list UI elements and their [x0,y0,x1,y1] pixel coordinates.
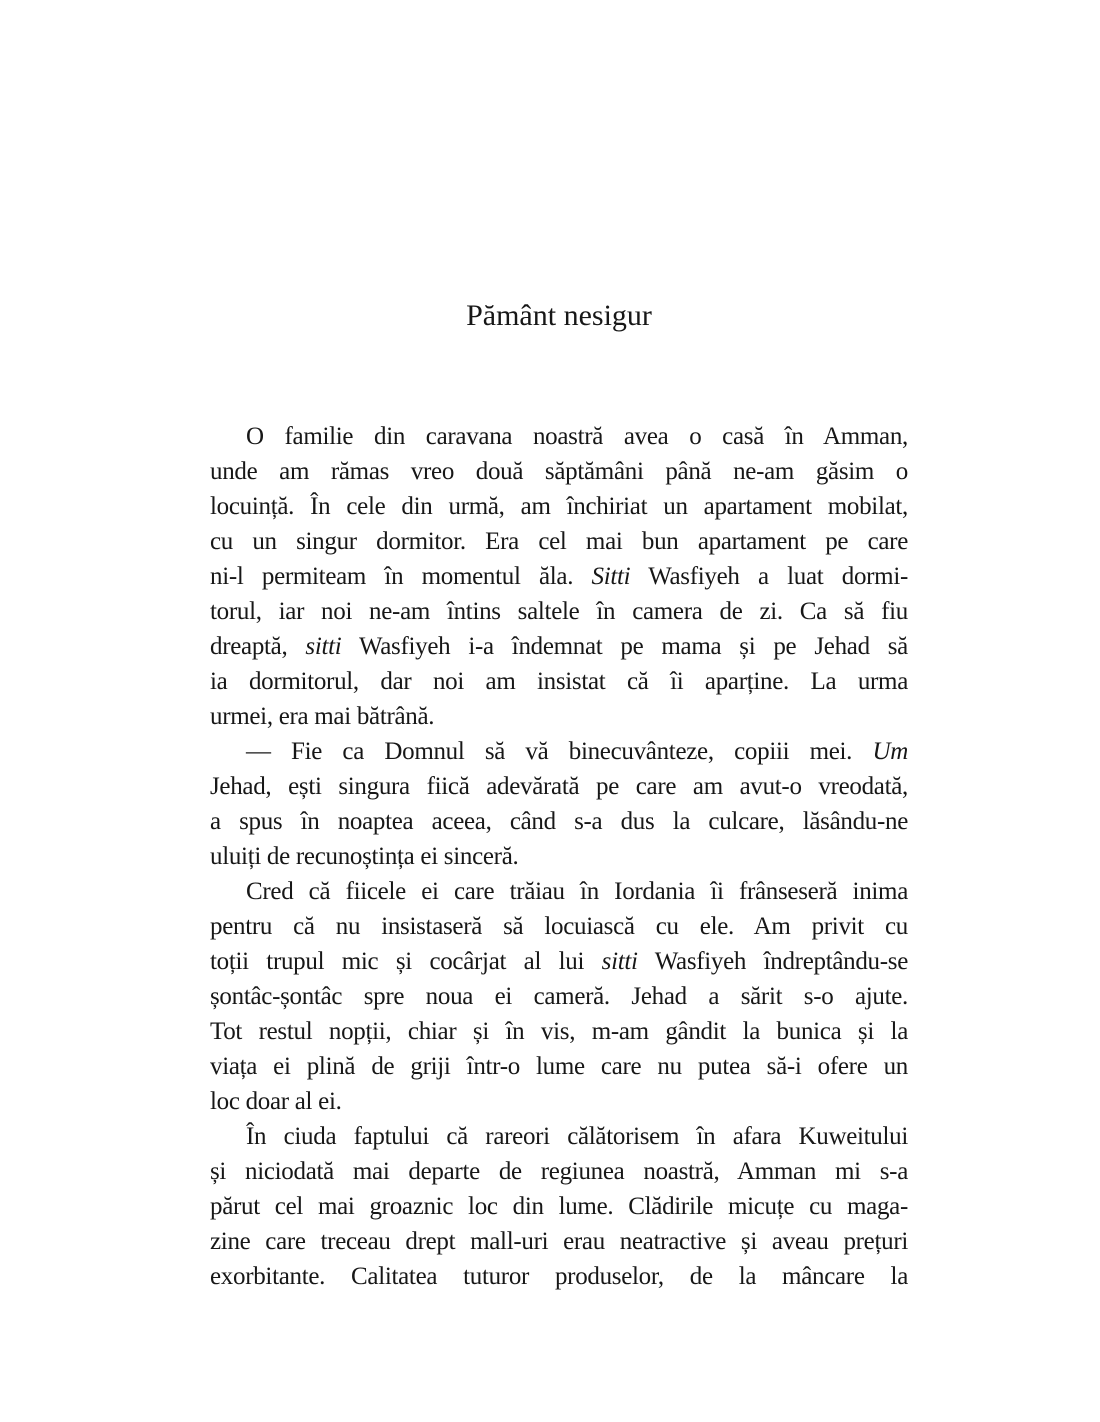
text-line [210,699,908,734]
text-run: urmei, era mai bătrână. [210,703,435,730]
text-run: Wasfiyeh îndreptându-se [637,948,908,975]
text-line [210,559,908,594]
text-run: ia dormitorul, dar noi am insistat că îi aparține. La urma [210,668,908,695]
italic-text-run: Sitti [591,563,631,590]
text-run: părut cel mai groaznic loc din lume. Clădirile micuțe cu maga- [210,1193,908,1220]
text-run: ni-l permiteam în momentul ăla. [210,563,592,590]
text-line [210,664,908,699]
text-line [210,489,908,524]
paragraph [210,734,908,874]
text-line [210,594,908,629]
text-line [210,1224,908,1259]
text-run: Wasfiyeh a luat dormi- [630,563,908,590]
text-line [210,419,908,454]
text-run: Tot restul nopții, chiar și în vis, m-am gândit la bunica și la [210,1018,908,1045]
text-line [210,874,908,909]
text-line [210,734,908,769]
text-run: toții trupul mic și cocârjat al lui [210,948,602,975]
text-line [210,804,908,839]
text-line [210,979,908,1014]
text-run: și niciodată mai departe de regiunea noastră, Amman mi s-a [210,1158,908,1185]
text-run: O familie din caravana noastră avea o casă în Amman, [246,423,908,450]
text-run: zine care treceau drept mall-uri erau neatractive și aveau prețuri [210,1228,908,1255]
text-line [210,909,908,944]
text-run: Jehad, ești singura fiică adevărată pe care am avut-o vreodată, [210,773,908,800]
text-line [210,1084,908,1119]
text-run: viața ei plină de griji într-o lume care nu putea să-i ofere un [210,1053,908,1080]
text-run: — Fie ca Domnul să vă binecuvânteze, copiii mei. [246,738,873,765]
text-line [210,1189,908,1224]
italic-text-run: Um [872,738,908,765]
text-line [210,839,908,874]
text-run: torul, iar noi ne-am întins saltele în camera de zi. Ca să fiu [210,598,908,625]
text-run: a spus în noaptea aceea, când s-a dus la culcare, lăsându-ne [210,808,908,835]
text-run: exorbitante. Calitatea tuturor produselor, de la mâncare la [210,1263,908,1290]
paragraph [210,419,908,734]
text-run: Wasfiyeh i-a îndemnat pe mama și pe Jehad să [341,633,908,660]
body-text [210,419,908,1294]
chapter-title: Pământ nesigur [466,299,652,332]
text-line [210,1119,908,1154]
italic-text-run: sitti [601,948,638,975]
text-line [210,629,908,664]
italic-text-run: sitti [305,633,342,660]
text-line [210,1259,908,1294]
text-run: dreaptă, [210,633,306,660]
text-run: unde am rămas vreo două săptămâni până ne-am găsim o [210,458,908,485]
paragraph [210,1119,908,1294]
text-line [210,1049,908,1084]
text-line [210,1154,908,1189]
text-run: Cred că fiicele ei care trăiau în Iordania îi frânseseră inima [246,878,908,905]
text-run: cu un singur dormitor. Era cel mai bun apartament pe care [210,528,908,555]
text-run: locuință. În cele din urmă, am închiriat un apartament mobilat, [210,493,908,520]
text-run: uluiți de recunoștința ei sinceră. [210,843,519,870]
text-line [210,454,908,489]
paragraph [210,874,908,1119]
text-line [210,944,908,979]
text-run: pentru că nu insistaseră să locuiască cu ele. Am privit cu [210,913,908,940]
text-run: șontâc-șontâc spre noua ei cameră. Jehad a sărit s-o ajute. [210,983,908,1010]
text-line [210,1014,908,1049]
text-line [210,769,908,804]
text-run: În ciuda faptului că rareori călătorisem în afara Kuweitului [246,1123,908,1150]
text-line [210,524,908,559]
text-run: loc doar al ei. [210,1088,342,1115]
